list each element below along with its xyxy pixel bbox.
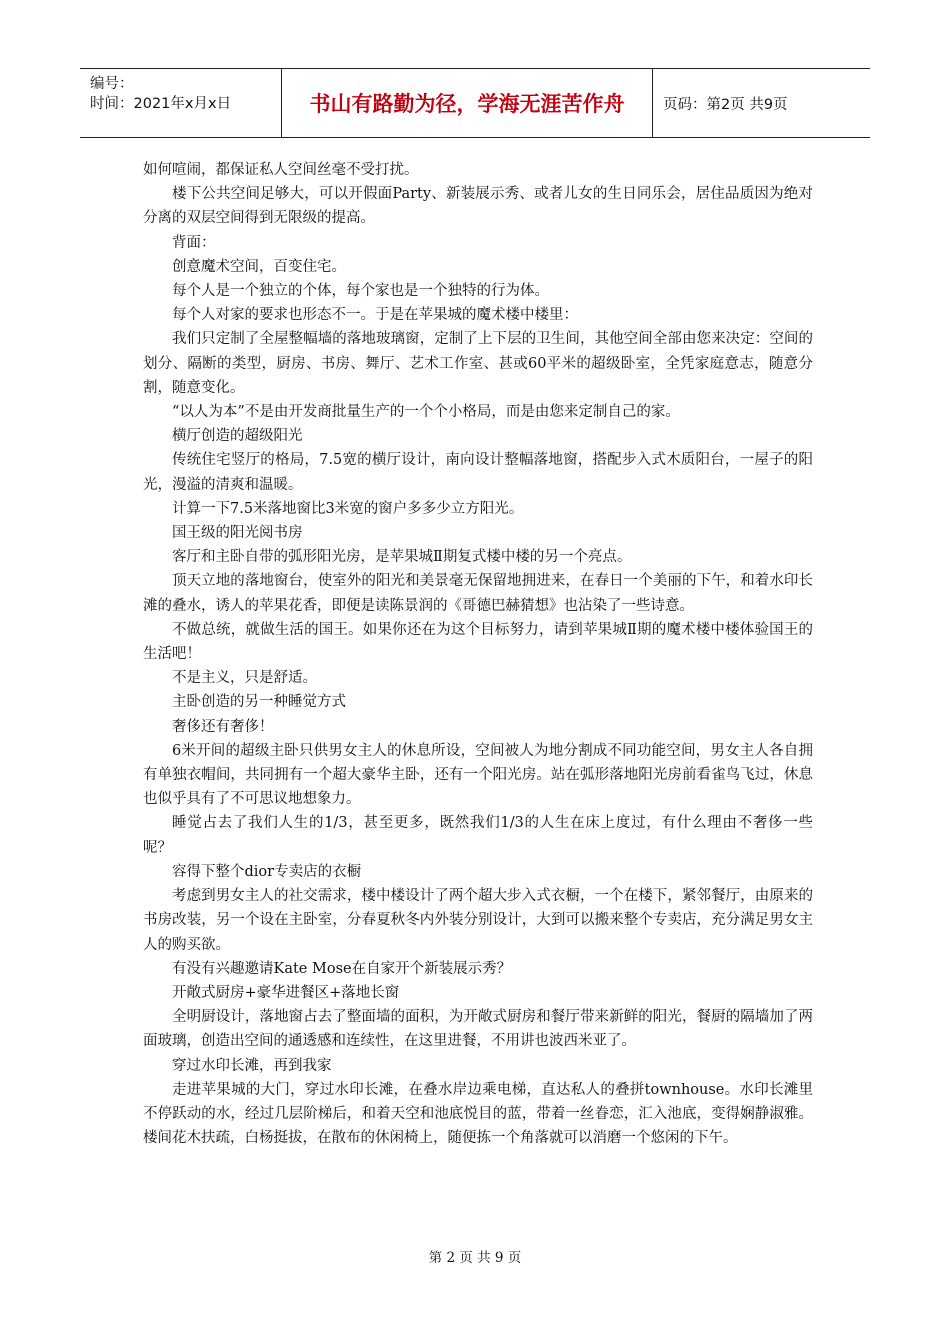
section-heading: 主卧创造的另一种睡觉方式 [172,694,346,711]
time-label: 时间：2021年x月x日 [90,96,232,112]
paragraph: 奢侈还有奢侈！ [172,718,274,735]
paragraph: 不做总统，就做生活的国王。如果你还在为这个目标努力，请到苹果城Ⅱ期的魔术楼中楼体验国王的生活吧！ [143,621,813,663]
paragraph: 我们只定制了全屋整幅墙的落地玻璃窗，定制了上下层的卫生间，其他空间全部由您来决定：空间的划分、隔断的类型，厨房、书房、舞厅、艺术工作室、甚或60平米的超级卧室，全凭家庭意志，随意分割，随意变化。 [143,331,813,396]
paragraph: 楼下公共空间足够大，可以开假面Party、新装展示秀、或者儿女的生日同乐会，居住品质因为绝对分离的双层空间得到无限级的提高。 [143,186,813,227]
section-heading: 穿过水印长滩，再到我家 [172,1057,332,1074]
paragraph: 不是主义，只是舒适。 [172,670,317,687]
number-label: 编号： [90,76,134,92]
paragraph: 创意魔术空间，百变住宅。 [172,258,346,275]
paragraph: 背面： [172,234,216,251]
header-page-label: 页码：第2页 共9页 [663,96,788,113]
paragraph: 如何喧闹，都保证私人空间丝毫不受打扰。 [143,162,419,178]
document-body [143,158,813,1150]
paragraph: 有没有兴趣邀请Kate Mose在自家开个新装展示秀？ [172,960,512,977]
section-heading: 开敞式厨房+豪华进餐区+落地长窗 [172,984,400,1001]
paragraph: 睡觉占去了我们人生的1/3，甚至更多，既然我们1/3的人生在床上度过，有什么理由不奢侈一些呢？ [143,815,813,856]
paragraph: 每个人是一个独立的个体，每个家也是一个独特的行为体。 [172,283,549,300]
section-heading: 国王级的阳光阅书房 [172,525,303,542]
paragraph: “以人为本”不是由开发商批量生产的一个个小格局，而是由您来定制自己的家。 [172,404,680,421]
paragraph: 走进苹果城的大门，穿过水印长滩，在叠水岸边乘电梯，直达私人的叠拼townhouse。水印长滩里不停跃动的水，经过几层阶梯后，和着天空和池底悦目的蓝，带着一丝眷恋，汇入池底，变得娴静淑雅。楼间花木扶疏，白杨挺拔，在散布的休闲椅上，随便拣一个角落就可以消磨一个悠闲的下午。 [143,1081,813,1147]
section-heading: 容得下整个dior专卖店的衣橱 [172,863,362,880]
paragraph: 计算一下7.5米落地窗比3米宽的窗户多多少立方阳光。 [172,500,524,517]
paragraph: 客厅和主卧自带的弧形阳光房，是苹果城Ⅱ期复式楼中楼的另一个亮点。 [172,549,632,566]
paragraph: 传统住宅竖厅的格局，7.5宽的横厅设计，南向设计整幅落地窗，搭配步入式木质阳台，一屋子的阳光，漫溢的清爽和温暖。 [143,452,813,493]
header-meta [80,69,282,137]
paragraph: 顶天立地的落地窗台，使室外的阳光和美景毫无保留地拥进来，在春日一个美丽的下午，和着水印长滩的叠水，诱人的苹果花香，即便是读陈景润的《哥德巴赫猜想》也沾染了一些诗意。 [143,573,813,614]
paragraph: 每个人对家的要求也形态不一。于是在苹果城的魔术楼中楼里： [172,307,578,324]
paragraph: 全明厨设计，落地窗占去了整面墙的面积，为开敞式厨房和餐厅带来新鲜的阳光，餐厨的隔墙加了两面玻璃，创造出空间的通透感和连续性，在这里进餐，不用讲也波西米亚了。 [143,1009,813,1050]
page-header [80,68,870,138]
paragraph: 6米开间的超级主卧只供男女主人的休息所设，空间被人为地分割成不同功能空间，男女主人各自拥有单独衣帽间，共同拥有一个超大豪华主卧，还有一个阳光房。站在弧形落地阳光房前看雀鸟飞过，休息也似乎具有了不可思议地想象力。 [143,742,813,808]
header-motto: 书山有路勤为径，学海无涯苦作舟 [282,69,653,137]
page-footer: 第 2 页 共 9 页 [428,1250,522,1266]
section-heading: 横厅创造的超级阳光 [172,428,303,445]
paragraph: 考虑到男女主人的社交需求，楼中楼设计了两个超大步入式衣橱，一个在楼下，紧邻餐厅，由原来的书房改装，另一个设在主卧室，分春夏秋冬内外装分别设计，大到可以搬来整个专卖店，充分满足男女主人的购买欲。 [143,888,813,953]
